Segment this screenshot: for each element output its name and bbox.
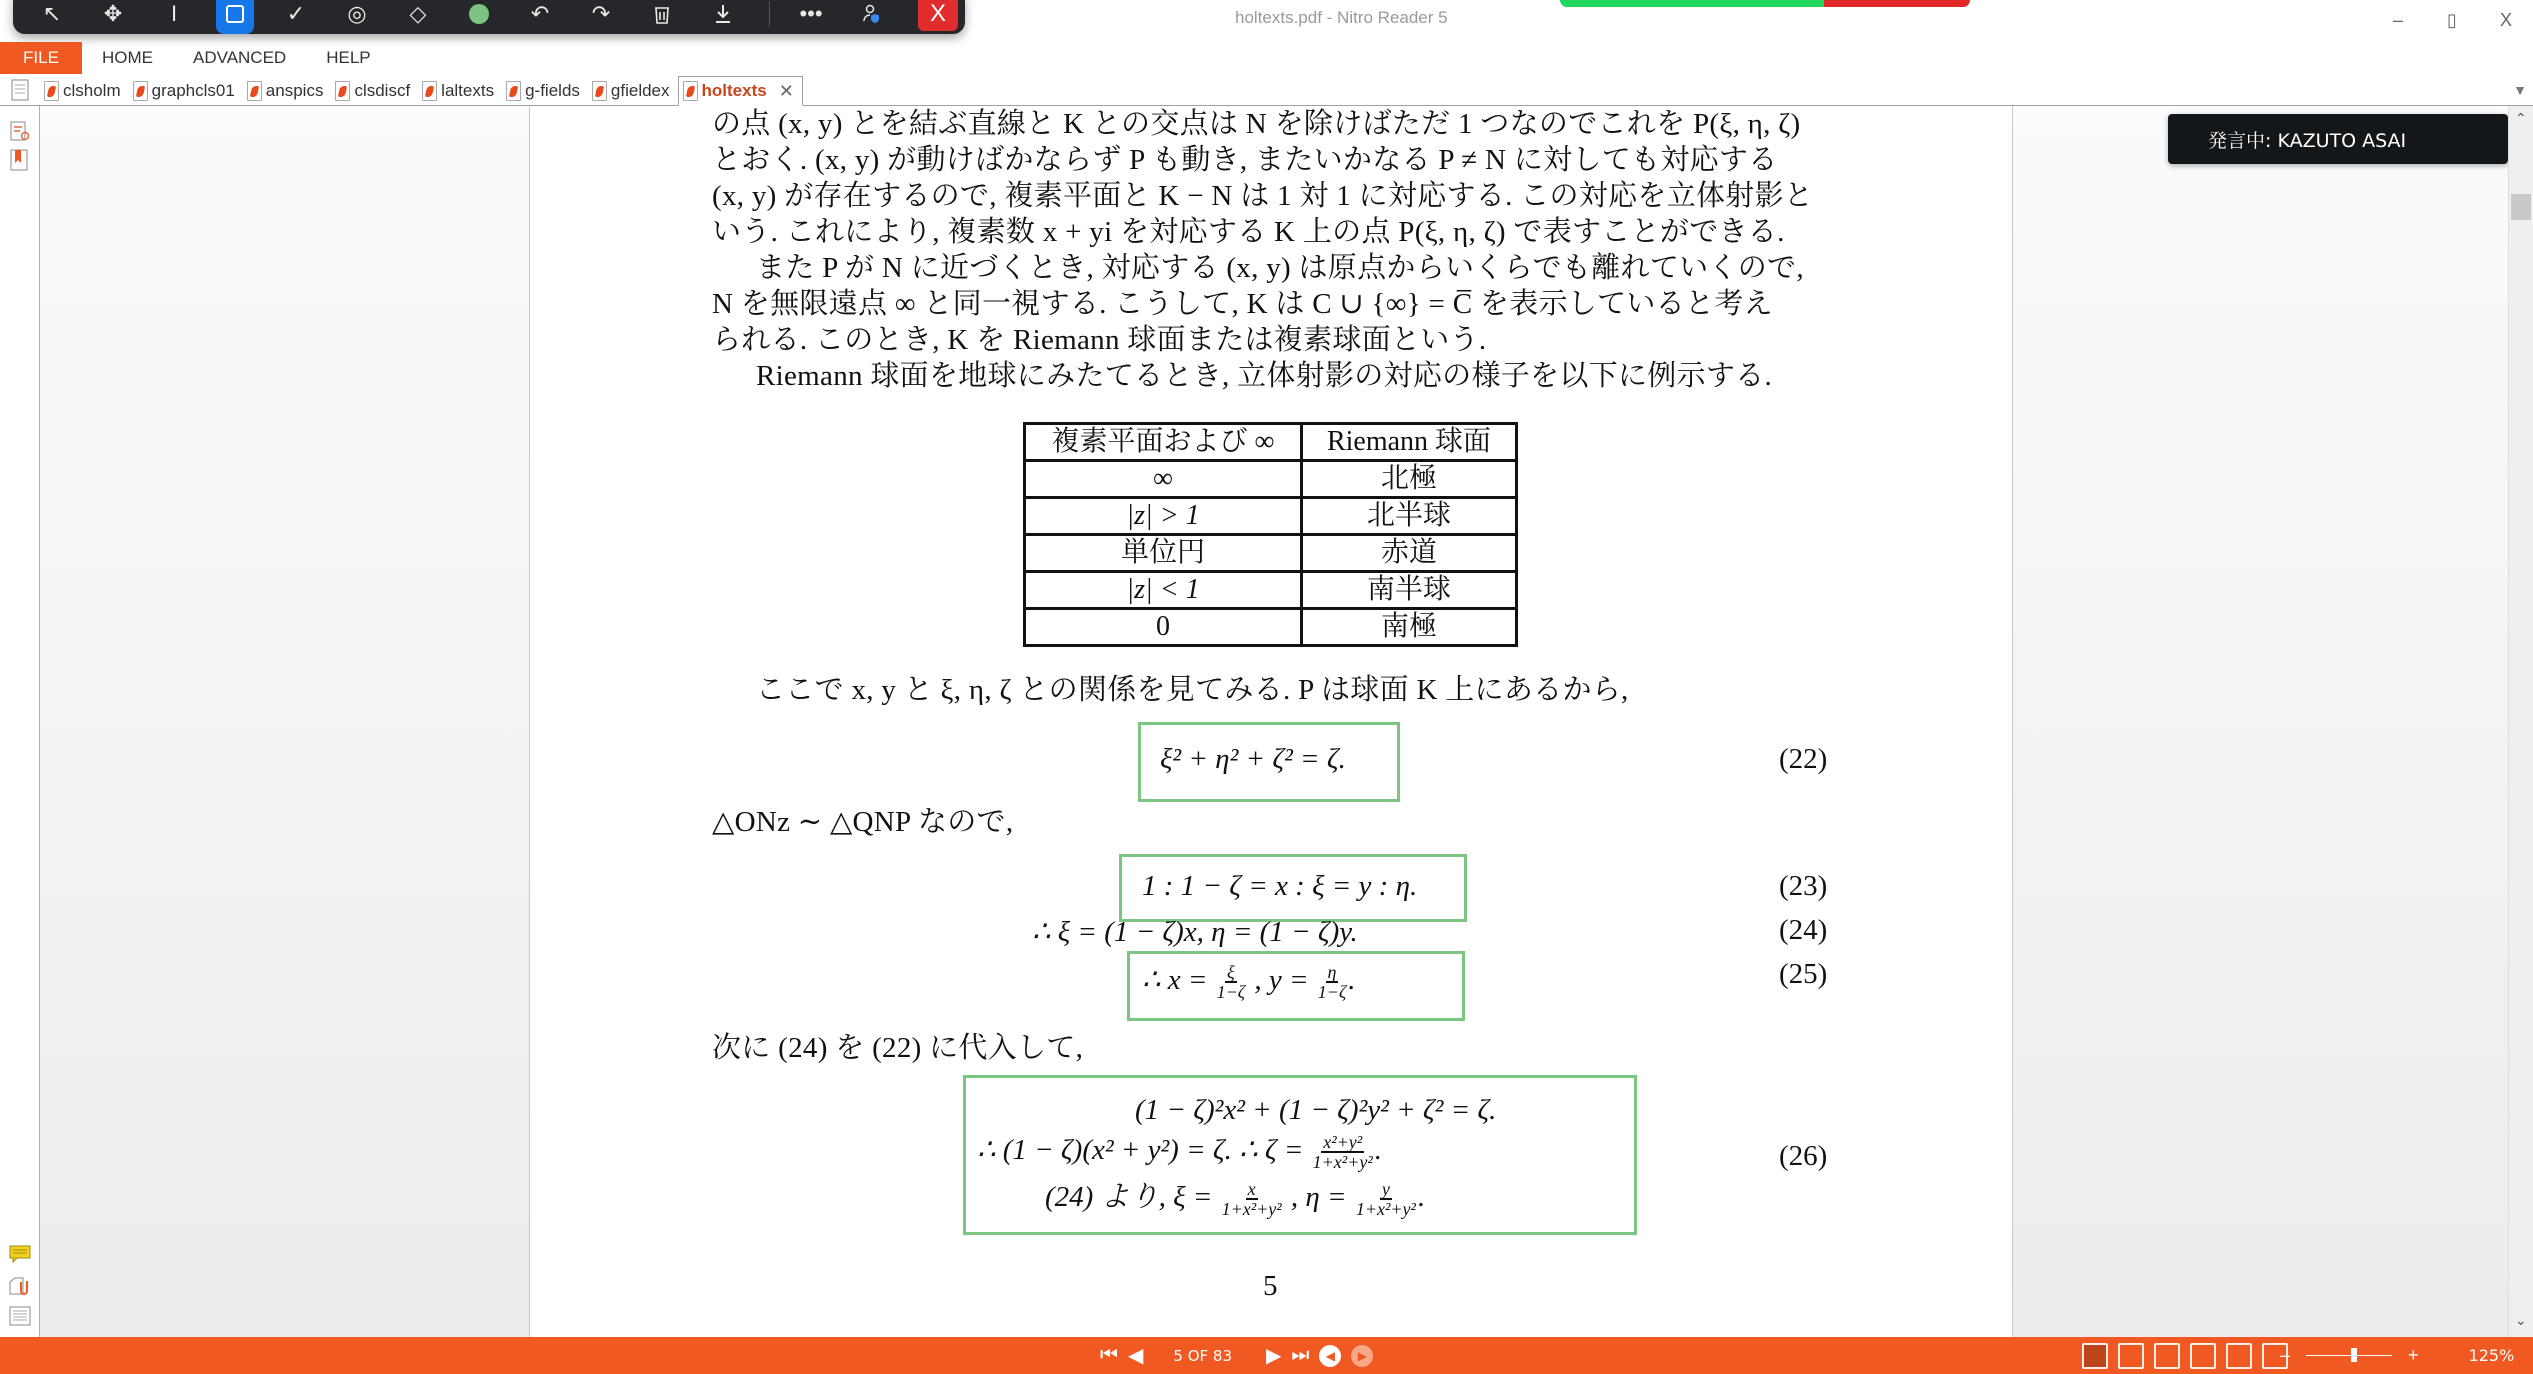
doc-tab-laltexts[interactable]: laltexts [418,77,502,105]
workspace-background-left [40,106,529,1337]
equation-number: (24) [1779,914,1828,946]
page-indicator[interactable]: 5 OF 83 [1173,1346,1232,1365]
table-row [1025,535,1517,572]
search-panel-icon[interactable] [8,120,32,144]
eraser-icon[interactable]: ◇ [409,1,427,26]
table-row [1025,609,1517,646]
view-mode-buttons [2082,1343,2291,1369]
table-header-row [1025,424,1517,461]
equation-26-line-2: ∴ (1 − ζ)(x² + y²) = ζ. ∴ ζ = $\frac{\text{x²+y²}}{\text{1+x²+y²}}$ . [977,1132,1382,1173]
first-page-icon[interactable]: ⏮ [1100,1344,1118,1366]
ribbon-tab-file[interactable]: FILE [0,42,82,74]
comments-panel-icon[interactable] [8,1242,32,1266]
move-icon[interactable]: ✥ [103,1,123,26]
paragraph-line: N を無限遠点 ∞ と同一視する. こうして, K は C ∪ {∞} = C̅ を表示していると考え [712,288,1773,320]
undo-icon[interactable]: ↶ [530,1,550,26]
table-row [1025,572,1517,609]
equation-number: (23) [1779,870,1828,902]
pages-panel-icon[interactable] [0,75,40,105]
check-icon[interactable]: ✓ [286,1,306,26]
paragraph-line: ここで x, y と ξ, η, ζ との関係を見てみる. P は球面 K 上にあるから, [756,674,1629,706]
full-screen-icon[interactable] [2226,1343,2252,1369]
equation-number: (26) [1779,1140,1828,1172]
download-icon[interactable] [704,0,742,31]
equation-number: (22) [1779,743,1828,775]
paragraph-line: (x, y) が存在するので, 複素平面と K − N は 1 対 1 に対応する. この対応を立体射影と [712,180,1814,212]
recording-status-strip [1560,0,1970,7]
table-cell: ∞ [1025,461,1302,498]
bookmark-panel-icon[interactable] [8,148,32,172]
doc-tab-holtexts[interactable]: holtexts ✕ [678,76,803,106]
workspace-background-right [2013,106,2508,1337]
table-cell: 北極 [1302,461,1517,498]
pdf-file-icon [133,81,148,101]
next-page-icon[interactable]: ▶ [1266,1345,1282,1367]
pdf-file-icon [683,81,698,101]
fraction: $\frac{\xi}{1-\zeta}$ [1216,962,1246,1003]
zoom-control [2280,1337,2514,1374]
left-side-panel [0,106,40,1337]
color-picker-icon[interactable] [460,0,498,31]
close-tab-icon[interactable]: ✕ [778,80,794,101]
maximize-button[interactable]: ▯ [2447,9,2457,30]
table-row [1025,498,1517,535]
table-cell: 北半球 [1302,498,1517,535]
last-page-icon[interactable]: ⏭ [1291,1344,1310,1366]
continuous-view-icon[interactable] [2118,1343,2144,1369]
pdf-page [529,106,2013,1337]
pdf-file-icon [422,81,437,101]
zoom-slider[interactable] [2306,1355,2392,1356]
scroll-up-icon[interactable]: ⌃ [2515,110,2527,126]
previous-view-icon[interactable]: ◀ [1319,1345,1341,1367]
redo-icon[interactable]: ↷ [591,1,611,26]
close-toolbar-button[interactable]: X [918,0,958,31]
paragraph-line: の点 (x, y) とを結ぶ直線と K との交点は N を除けばただ 1 つなのでこれを P(ξ, η, ζ) [712,108,1801,140]
table-cell: 赤道 [1302,535,1517,572]
attachments-panel-icon[interactable] [8,1274,32,1298]
fraction: $\frac{x}{\text{1+x²+y²}}$ [1221,1179,1282,1220]
zoom-out-button[interactable]: – [2280,1345,2291,1365]
user-shield-icon[interactable] [853,0,891,31]
spotlight-icon[interactable]: ◎ [347,1,367,26]
equation-26-line-1: (1 − ζ)²x² + (1 − ζ)²y² + ζ² = ζ. [1135,1094,1497,1126]
tabs-dropdown-icon[interactable]: ▼ [2513,82,2527,98]
pdf-file-icon [335,81,350,101]
table-cell: 南極 [1302,609,1517,646]
fraction: $\frac{\eta}{1-\zeta}$ [1317,962,1347,1003]
single-page-view-icon[interactable] [2082,1343,2108,1369]
table-header: 複素平面および ∞ [1025,424,1302,461]
ribbon-tab-help[interactable]: HELP [326,48,371,67]
equation-26-line-3: (24) より, ξ = $\frac{x}{\text{1+x²+y²}}$ , η = $\frac{y}{\text{1+x²+y²}}$ . [1045,1179,1426,1220]
page-number: 5 [1263,1270,1278,1302]
paragraph-line: 次に (24) を (22) に代入して, [712,1032,1084,1064]
previous-page-icon[interactable]: ◀ [1128,1345,1144,1367]
paragraph-line: られる. このとき, K を Riemann 球面または複素球面という. [712,324,1487,356]
paragraph-line: また P が N に近づくとき, 対応する (x, y) は原点からいくらでも離れていくので, [756,252,1804,284]
doc-tab-anspics[interactable]: anspics [243,77,332,105]
document-tabs [0,76,2533,106]
ribbon-tabs [0,42,2533,74]
next-view-icon[interactable]: ▶ [1351,1345,1373,1367]
annotation-toolbar [13,0,965,34]
doc-tab-gfieldex[interactable]: gfieldex [588,77,678,105]
equation-25: ∴ x = $\frac{\xi}{1-\zeta}$ , y = $\frac{\eta}{1-\zeta}$ . [1142,962,1356,1003]
equation-24: ∴ ξ = (1 − ζ)x, η = (1 − ζ)y. [1032,916,1358,948]
table-cell: 0 [1025,609,1302,646]
close-window-button[interactable]: X [2499,9,2512,30]
correspondence-table [1023,422,1518,647]
minimize-button[interactable]: – [2392,9,2403,30]
table-header: Riemann 球面 [1302,424,1517,461]
equation-number: (25) [1779,958,1828,990]
paragraph-line: Riemann 球面を地球にみたてるとき, 立体射影の対応の様子を以下に例示する. [756,360,1773,392]
paragraph-line: △ONz ∼ △QNP なので, [712,806,1014,838]
select-arrow-icon[interactable]: ↖ [42,1,62,26]
toolbar-divider [769,1,770,27]
status-bar [0,1337,2533,1374]
window-title: holtexts.pdf - Nitro Reader 5 [1235,8,1448,27]
equation-23: 1 : 1 − ζ = x : ξ = y : η. [1142,870,1418,902]
output-panel-icon[interactable] [8,1304,32,1328]
table-row [1025,461,1517,498]
more-options-icon[interactable]: ••• [799,1,823,26]
facing-view-icon[interactable] [2154,1343,2180,1369]
zoom-slider-handle[interactable] [2351,1348,2357,1362]
zoom-in-button[interactable]: + [2408,1345,2419,1365]
equation-22: ξ² + η² + ζ² = ζ. [1160,743,1346,775]
speaking-indicator: 発言中: KAZUTO ASAI [2168,114,2508,164]
facing-continuous-view-icon[interactable] [2190,1343,2216,1369]
paragraph-line: いう. これにより, 複素数 x + yi を対応する K 上の点 P(ξ, η, ζ) で表すことができる. [712,216,1785,248]
table-cell: |z| > 1 [1025,498,1302,535]
vertical-scrollbar[interactable] [2508,106,2533,1337]
table-cell: 南半球 [1302,572,1517,609]
trash-icon[interactable] [643,0,681,31]
rectangle-tool-icon[interactable] [216,0,254,34]
fraction: $\frac{\text{x²+y²}}{\text{1+x²+y²}}$ [1312,1132,1373,1173]
scroll-down-icon[interactable]: ⌄ [2515,1312,2527,1328]
page-navigation [1100,1337,1373,1374]
pdf-file-icon [592,81,607,101]
pdf-file-icon [506,81,521,101]
text-cursor-icon[interactable]: I [170,1,178,26]
scrollbar-thumb[interactable] [2511,194,2531,220]
zoom-level[interactable]: 125% [2468,1346,2515,1365]
doc-tab-clsholm[interactable]: clsholm [40,77,129,105]
table-cell: |z| < 1 [1025,572,1302,609]
ribbon-tab-home[interactable]: HOME [102,48,153,67]
paragraph-line: とおく. (x, y) が動けばかならず P も動き, またいかなる P ≠ N に対しても対応する [712,144,1778,176]
fraction: $\frac{y}{\text{1+x²+y²}}$ [1355,1179,1416,1220]
pdf-file-icon [44,81,59,101]
doc-tab-g-fields[interactable]: g-fields [502,77,588,105]
table-cell: 単位円 [1025,535,1302,572]
ribbon-tab-advanced[interactable]: ADVANCED [193,48,287,67]
pdf-file-icon [247,81,262,101]
doc-tab-graphcls01[interactable]: graphcls01 [129,77,243,105]
doc-tab-clsdiscf[interactable]: clsdiscf [331,77,418,105]
